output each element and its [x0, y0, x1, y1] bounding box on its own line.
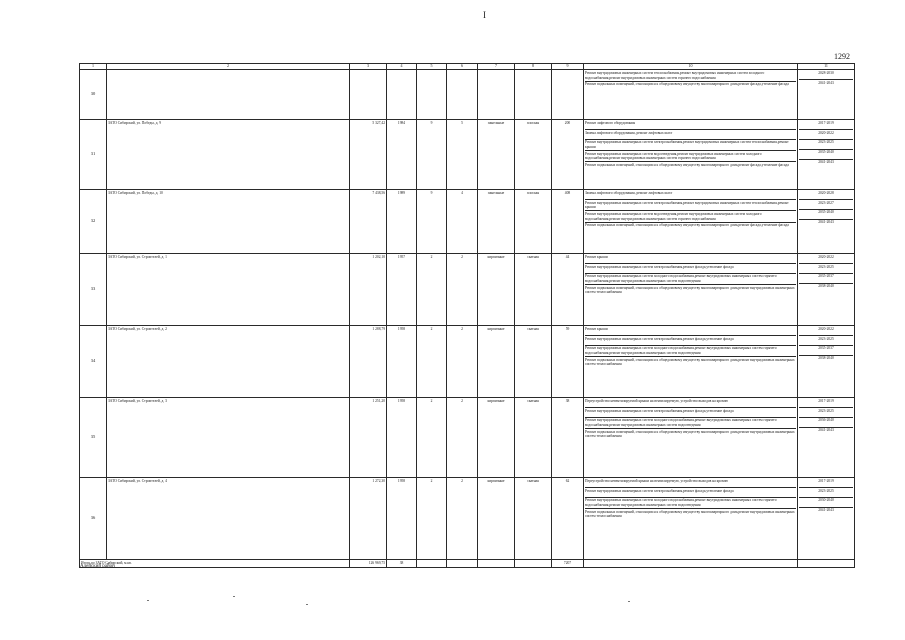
floors-cell: 9: [417, 190, 447, 254]
residents-cell: [552, 70, 584, 120]
work-item: Ремонт внутридомовых инженерных систем теплоснабжения,ремонт внутридомовых инженерных систем холодного водоснабжения,ремонт внутридомовых инженерных систем горячего водоснабжения: [585, 70, 765, 80]
table-row: [80, 478, 855, 560]
residents-cell: 200: [552, 120, 584, 190]
residents-cell: 62: [552, 478, 584, 560]
year-cell: [387, 70, 417, 120]
work-item: Ремонт подвальных помещений, относящихся к общедомовому имуществу многоквартирного дома,ремонт фасада,утепление фасада: [585, 222, 796, 232]
period-item: 2030-2040: [799, 497, 853, 507]
period-item: 2023-2025: [799, 487, 853, 497]
scan-speck: [306, 604, 308, 605]
period-item: 2020-2022: [799, 129, 853, 139]
wall-material-cell: кирпичные: [478, 254, 515, 326]
year-cell: 1989: [387, 190, 417, 254]
year-cell: 1984: [387, 120, 417, 190]
housing-register-table: [79, 63, 855, 568]
period-item: 2035-2037: [799, 273, 853, 283]
row-number: 30: [80, 70, 107, 120]
wall-material-cell: панельные: [478, 190, 515, 254]
roof-type-cell: скатная: [515, 478, 552, 560]
period-item: 2038-2040: [799, 355, 853, 365]
period-item: 2041-2043: [799, 219, 853, 229]
period-item: 2038-2040: [799, 283, 853, 293]
work-item: Замена лифтового оборудования, ремонт лифтовых шахт: [585, 190, 673, 195]
work-item: Ремонт крыши: [585, 326, 608, 331]
periods-cell: [798, 120, 855, 190]
work-item: Ремонт внутридомовых инженерных систем электроснабжения,ремонт фасада,утепление фасада: [585, 263, 796, 273]
work-item: Ремонт внутридомовых инженерных систем электроснабжения,ремонт фасада,утепление фасада: [585, 407, 796, 417]
works-cell: [584, 254, 798, 326]
row-number: 32: [80, 190, 107, 254]
total-empty: [515, 560, 552, 568]
total-row: [80, 560, 855, 568]
period-item: 2028-2030: [818, 70, 834, 75]
works-cell: [584, 120, 798, 190]
works-cell: [584, 190, 798, 254]
period-item: 2017-2019: [818, 478, 834, 483]
row-number: 35: [80, 398, 107, 478]
column-number: 6: [447, 64, 478, 70]
period-item: 2035-2040: [799, 209, 853, 219]
work-item: Ремонт подвальных помещений, относящихся к общедомовому имуществу многоквартирного дома,ремонт фасада,утепление фасада: [585, 81, 796, 91]
total-empty: [417, 560, 447, 568]
floors-cell: [417, 70, 447, 120]
work-item: Переустройство невентилируемой крыши на вентилируемую, устройство выходов на кровлю: [585, 398, 729, 403]
total-empty: [447, 560, 478, 568]
roof-type-cell: плоская: [515, 120, 552, 190]
address-cell: ЗАТО Сибирский, ул. Строителей, д. 3: [107, 398, 350, 478]
total-empty: [798, 560, 855, 568]
residents-cell: 44: [552, 254, 584, 326]
period-item: 2036-2040: [799, 417, 853, 427]
row-number: 34: [80, 326, 107, 398]
area-cell: 7 438,56: [350, 190, 387, 254]
roof-type-cell: скатная: [515, 398, 552, 478]
year-cell: 1958: [387, 326, 417, 398]
column-number: 7: [478, 64, 515, 70]
period-item: 2020-2022: [818, 326, 834, 331]
works-cell: [584, 398, 798, 478]
roof-type-cell: скатная: [515, 254, 552, 326]
period-item: 2023-2025: [799, 407, 853, 417]
entrances-cell: 2: [447, 398, 478, 478]
period-item: 2023-2025: [799, 335, 853, 345]
work-item: Ремонт лифтового оборудования: [585, 120, 636, 125]
work-item: Ремонт подвальных помещений, относящихся к общедомовому имуществу многоквартирного дома,ремонт внутридомовых инженерных систем теплоснабжения: [585, 285, 795, 295]
column-number: 2: [107, 64, 350, 70]
page-mark: I: [483, 10, 486, 20]
address-cell: ЗАТО Сибирский, ул. Строителей, д. 1: [107, 254, 350, 326]
work-item: Ремонт подвальных помещений, относящихся к общедомовому имуществу многоквартирного дома,ремонт внутридомовых инженерных систем теплоснабжения: [585, 429, 795, 439]
work-item: Замена лифтового оборудования, ремонт лифтовых шахт: [585, 129, 796, 139]
floors-cell: 2: [417, 478, 447, 560]
period-item: 2041-2043: [799, 507, 853, 517]
periods-cell: [798, 70, 855, 120]
floors-cell: 2: [417, 254, 447, 326]
column-number: 8: [515, 64, 552, 70]
area-cell: 1 202,10: [350, 254, 387, 326]
total-label: Итого по ЗАТО Сибирский, м.кв.: [80, 560, 350, 568]
total-empty: [584, 560, 798, 568]
floors-cell: 2: [417, 326, 447, 398]
total-residents: 7207: [552, 560, 584, 568]
period-item: 2035-2037: [799, 345, 853, 355]
residents-cell: 408: [552, 190, 584, 254]
address-cell: ЗАТО Сибирский, ул. Строителей, д. 2: [107, 326, 350, 398]
period-item: 2023-2025: [799, 139, 853, 149]
wall-material-cell: кирпичные: [478, 326, 515, 398]
table-row: [80, 326, 855, 398]
entrances-cell: 2: [447, 326, 478, 398]
row-number: 31: [80, 120, 107, 190]
residents-cell: 38: [552, 398, 584, 478]
work-item: Ремонт внутридомовых инженерных систем холодного водоснабжения,ремонт внутридомовых инженерных систем горячего водоснабжения,ремонт внутридомовых инженерных систем водоотведения: [585, 273, 796, 284]
period-item: 2017-2019: [818, 120, 834, 125]
scan-speck: [628, 601, 630, 602]
address-cell: [107, 70, 350, 120]
column-number: 9: [552, 64, 584, 70]
entrances-cell: 4: [447, 190, 478, 254]
period-item: 2041-2043: [799, 427, 853, 437]
roof-type-cell: плоская: [515, 190, 552, 254]
table-row: [80, 398, 855, 478]
work-item: Ремонт внутридомовых инженерных систем холодного водоснабжения,ремонт внутридомовых инженерных систем горячего водоснабжения,ремонт внутридомовых инженерных систем водоотведения: [585, 345, 796, 356]
period-item: 2023-2025: [799, 263, 853, 273]
work-item: Ремонт внутридомовых инженерных систем электроснабжения,ремонт внутридомовых инженерных систем теплоснабжения,ремонт крыши: [585, 139, 796, 150]
year-cell: 1958: [387, 478, 417, 560]
period-item: 2020-2022: [818, 254, 834, 259]
area-cell: [350, 70, 387, 120]
year-cell: 1957: [387, 254, 417, 326]
entrances-cell: 5: [447, 120, 478, 190]
work-item: Ремонт подвальных помещений, относящихся к общедомовому имуществу многоквартирного дома,ремонт внутридомовых инженерных систем теплоснабжения: [585, 509, 795, 519]
period-item: 2035-2040: [799, 149, 853, 159]
total-area: 126 969,75: [350, 560, 387, 568]
entrances-cell: [447, 70, 478, 120]
work-item: Ремонт внутридомовых инженерных систем водоотведения,ремонт внутридомовых инженерных систем холодного водоснабжения,ремонт внутридомовых инженерных систем горячего водоснабжения: [585, 150, 796, 161]
scan-speck: [147, 600, 149, 601]
periods-cell: [798, 478, 855, 560]
work-item: Ремонт внутридомовых инженерных систем электроснабжения,ремонт фасада,утепление фасада: [585, 487, 796, 497]
work-item: Ремонт подвальных помещений, относящихся к общедомовому имуществу многоквартирного дома,ремонт фасада,утепление фасада: [585, 161, 796, 171]
period-item: 2041-2043: [799, 79, 853, 89]
entrances-cell: 2: [447, 254, 478, 326]
wall-material-cell: кирпичные: [478, 478, 515, 560]
year-cell: 1958: [387, 398, 417, 478]
total-empty: [478, 560, 515, 568]
periods-cell: [798, 398, 855, 478]
table-row: [80, 70, 855, 120]
column-number: 4: [387, 64, 417, 70]
works-cell: [584, 326, 798, 398]
wall-material-cell: [478, 70, 515, 120]
periods-cell: [798, 326, 855, 398]
floors-cell: 2: [417, 398, 447, 478]
area-cell: 1 272,30: [350, 478, 387, 560]
work-item: Ремонт внутридомовых инженерных систем электроснабжения,ремонт внутридомовых инженерных систем теплоснабжения,ремонт крыши: [585, 199, 796, 210]
area-cell: 1 251,20: [350, 398, 387, 478]
address-cell: ЗАТО Сибирский, ул. Строителей, д. 4: [107, 478, 350, 560]
column-number: 5: [417, 64, 447, 70]
column-number: 3: [350, 64, 387, 70]
footnote-district: Алейский район: [80, 564, 115, 569]
wall-material-cell: кирпичные: [478, 398, 515, 478]
column-number: 10: [584, 64, 798, 70]
works-cell: [584, 70, 798, 120]
residents-cell: 59: [552, 326, 584, 398]
total-houses: 38: [387, 560, 417, 568]
area-cell: 1 288,79: [350, 326, 387, 398]
roof-type-cell: [515, 70, 552, 120]
table-row: [80, 190, 855, 254]
address-cell: ЗАТО Сибирский, ул. Победы, д. 10: [107, 190, 350, 254]
table-row: [80, 120, 855, 190]
period-item: 2023-2027: [799, 199, 853, 209]
column-number: 11: [798, 64, 855, 70]
periods-cell: [798, 254, 855, 326]
periods-cell: [798, 190, 855, 254]
scan-speck: [233, 596, 235, 597]
works-cell: [584, 478, 798, 560]
work-item: Ремонт внутридомовых инженерных систем холодного водоснабжения,ремонт внутридомовых инженерных систем горячего водоснабжения,ремонт внутридомовых инженерных систем водоотведения: [585, 417, 796, 428]
work-item: Переустройство невентилируемой крыши на вентилируемую, устройство выходов на кровлю: [585, 478, 729, 483]
wall-material-cell: панельные: [478, 120, 515, 190]
work-item: Ремонт внутридомовых инженерных систем электроснабжения,ремонт фасада,утепление фасада: [585, 335, 796, 345]
work-item: Ремонт внутридомовых инженерных систем водоотведения,ремонт внутридомовых инженерных систем холодного водоснабжения,ремонт внутридомовых инженерных систем горячего водоснабжения: [585, 210, 796, 221]
work-item: Ремонт подвальных помещений, относящихся к общедомовому имуществу многоквартирного дома,ремонт внутридомовых инженерных систем теплоснабжения: [585, 357, 795, 367]
floors-cell: 9: [417, 120, 447, 190]
table-row: [80, 254, 855, 326]
period-item: 2020-2028: [818, 190, 834, 195]
period-item: 2041-2043: [799, 159, 853, 169]
area-cell: 5 327,42: [350, 120, 387, 190]
period-item: 2017-2019: [818, 398, 834, 403]
work-item: Ремонт крыши: [585, 254, 608, 259]
address-cell: ЗАТО Сибирский, ул. Победы, д. 9: [107, 120, 350, 190]
entrances-cell: 2: [447, 478, 478, 560]
column-number: 1: [80, 64, 107, 70]
work-item: Ремонт внутридомовых инженерных систем холодного водоснабжения,ремонт внутридомовых инженерных систем горячего водоснабжения,ремонт внутридомовых инженерных систем водоотведения: [585, 497, 796, 508]
row-number: 36: [80, 478, 107, 560]
roof-type-cell: скатная: [515, 326, 552, 398]
row-number: 33: [80, 254, 107, 326]
page-number: 1292: [834, 52, 850, 61]
